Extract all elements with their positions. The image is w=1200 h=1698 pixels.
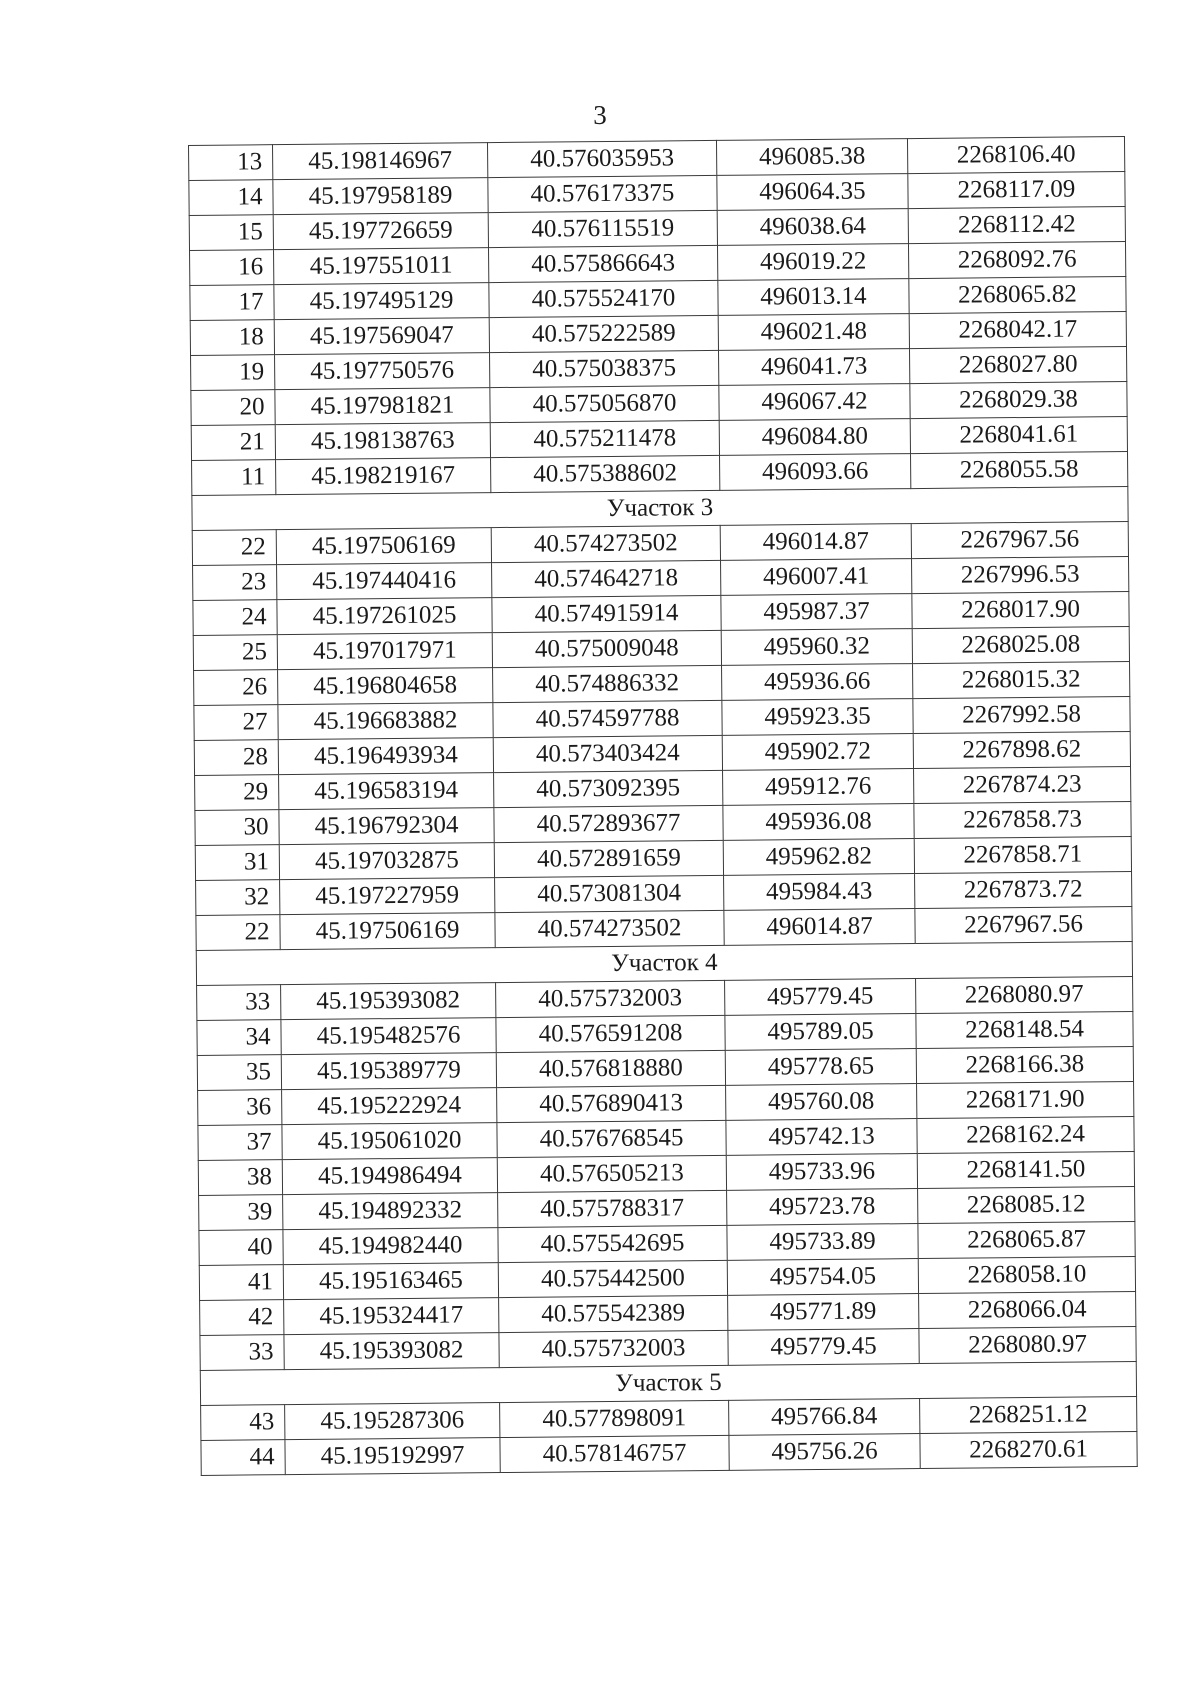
- section-title: Участок 4: [196, 941, 1132, 985]
- x-coordinate-cell: 495902.72: [722, 734, 913, 771]
- coordinates-table-body: [189, 137, 1138, 1476]
- y-coordinate-cell: 2268015.32: [913, 661, 1130, 698]
- longitude-cell: 40.575009048: [492, 630, 721, 667]
- latitude-cell: 45.195163465: [283, 1263, 498, 1300]
- y-coordinate-cell: 2267874.23: [914, 766, 1131, 803]
- x-coordinate-cell: 495723.78: [727, 1189, 918, 1226]
- y-coordinate-cell: 2268112.42: [908, 207, 1125, 244]
- point-number-cell: 26: [194, 670, 278, 706]
- point-number-cell: 37: [198, 1125, 282, 1161]
- longitude-cell: 40.576035953: [487, 140, 716, 177]
- x-coordinate-cell: 496007.41: [721, 559, 912, 596]
- latitude-cell: 45.197958189: [273, 178, 488, 215]
- x-coordinate-cell: 496041.73: [718, 349, 909, 386]
- point-number-cell: 18: [190, 320, 274, 356]
- point-number-cell: 41: [199, 1265, 283, 1301]
- y-coordinate-cell: 2268029.38: [910, 381, 1127, 418]
- longitude-cell: 40.575732003: [496, 980, 725, 1017]
- x-coordinate-cell: 495766.84: [729, 1399, 920, 1436]
- point-number-cell: 19: [191, 355, 275, 391]
- point-number-cell: 22: [192, 530, 276, 566]
- point-number-cell: 39: [199, 1195, 283, 1231]
- point-number-cell: 14: [189, 180, 273, 216]
- x-coordinate-cell: 495742.13: [726, 1119, 917, 1156]
- longitude-cell: 40.575524170: [489, 280, 718, 317]
- point-number-cell: 44: [201, 1440, 285, 1476]
- longitude-cell: 40.575056870: [490, 385, 719, 422]
- y-coordinate-cell: 2267898.62: [913, 731, 1130, 768]
- longitude-cell: 40.573403424: [493, 735, 722, 772]
- latitude-cell: 45.195222924: [282, 1088, 497, 1125]
- latitude-cell: 45.198219167: [276, 458, 491, 495]
- latitude-cell: 45.195061020: [282, 1123, 497, 1160]
- point-number-cell: 11: [192, 460, 276, 496]
- longitude-cell: 40.575732003: [499, 1330, 728, 1367]
- latitude-cell: 45.198138763: [275, 423, 490, 460]
- x-coordinate-cell: 495760.08: [726, 1084, 917, 1121]
- coordinates-table: [188, 136, 1138, 1476]
- latitude-cell: 45.195324417: [284, 1298, 499, 1335]
- longitude-cell: 40.574915914: [492, 595, 721, 632]
- latitude-cell: 45.197032875: [279, 843, 494, 880]
- latitude-cell: 45.195389779: [281, 1053, 496, 1090]
- point-number-cell: 29: [195, 775, 279, 811]
- x-coordinate-cell: 496014.87: [720, 524, 911, 561]
- y-coordinate-cell: 2267858.71: [914, 836, 1131, 873]
- y-coordinate-cell: 2268117.09: [908, 172, 1125, 209]
- point-number-cell: 32: [196, 880, 280, 916]
- point-number-cell: 20: [191, 390, 275, 426]
- x-coordinate-cell: 495733.89: [727, 1224, 918, 1261]
- longitude-cell: 40.575866643: [488, 245, 717, 282]
- coordinates-table-container: [188, 136, 1137, 1476]
- y-coordinate-cell: 2267996.53: [912, 556, 1129, 593]
- y-coordinate-cell: 2267858.73: [914, 801, 1131, 838]
- y-coordinate-cell: 2268042.17: [909, 312, 1126, 349]
- point-number-cell: 35: [197, 1055, 281, 1091]
- longitude-cell: 40.576890413: [497, 1085, 726, 1122]
- latitude-cell: 45.196493934: [278, 738, 493, 775]
- point-number-cell: 33: [200, 1335, 284, 1371]
- point-number-cell: 40: [199, 1230, 283, 1266]
- longitude-cell: 40.574642718: [492, 560, 721, 597]
- latitude-cell: 45.197440416: [277, 563, 492, 600]
- x-coordinate-cell: 495923.35: [722, 699, 913, 736]
- longitude-cell: 40.573092395: [494, 770, 723, 807]
- y-coordinate-cell: 2267967.56: [911, 521, 1128, 558]
- y-coordinate-cell: 2268017.90: [912, 591, 1129, 628]
- longitude-cell: 40.573081304: [495, 875, 724, 912]
- latitude-cell: 45.197569047: [274, 318, 489, 355]
- y-coordinate-cell: 2267873.72: [915, 871, 1132, 908]
- y-coordinate-cell: 2267967.56: [915, 906, 1132, 943]
- page-number: 3: [593, 100, 607, 130]
- point-number-cell: 38: [198, 1160, 282, 1196]
- latitude-cell: 45.195192997: [285, 1438, 500, 1475]
- latitude-cell: 45.195482576: [281, 1018, 496, 1055]
- longitude-cell: 40.576505213: [497, 1155, 726, 1192]
- latitude-cell: 45.197227959: [280, 878, 495, 915]
- longitude-cell: 40.575542695: [498, 1225, 727, 1262]
- x-coordinate-cell: 495779.45: [728, 1329, 919, 1366]
- latitude-cell: 45.195393082: [281, 983, 496, 1020]
- latitude-cell: 45.197495129: [274, 283, 489, 320]
- point-number-cell: 28: [194, 740, 278, 776]
- x-coordinate-cell: 496064.35: [717, 174, 908, 211]
- point-number-cell: 23: [193, 565, 277, 601]
- point-number-cell: 33: [197, 985, 281, 1021]
- latitude-cell: 45.197506169: [280, 913, 495, 950]
- point-number-cell: 25: [193, 635, 277, 671]
- longitude-cell: 40.577898091: [500, 1400, 729, 1437]
- latitude-cell: 45.194982440: [283, 1228, 498, 1265]
- point-number-cell: 43: [201, 1405, 285, 1441]
- point-number-cell: 13: [189, 145, 273, 181]
- point-number-cell: 31: [195, 845, 279, 881]
- point-number-cell: 17: [190, 285, 274, 321]
- latitude-cell: 45.197551011: [274, 248, 489, 285]
- longitude-cell: 40.578146757: [500, 1435, 729, 1472]
- y-coordinate-cell: 2268270.61: [920, 1431, 1137, 1468]
- longitude-cell: 40.576591208: [496, 1015, 725, 1052]
- y-coordinate-cell: 2268055.58: [910, 451, 1127, 488]
- latitude-cell: 45.196583194: [279, 773, 494, 810]
- longitude-cell: 40.575542389: [499, 1295, 728, 1332]
- x-coordinate-cell: 495756.26: [729, 1434, 920, 1471]
- section-title: Участок 3: [192, 486, 1128, 530]
- latitude-cell: 45.197726659: [273, 213, 488, 250]
- point-number-cell: 16: [190, 250, 274, 286]
- x-coordinate-cell: 495789.05: [725, 1014, 916, 1051]
- x-coordinate-cell: 496019.22: [717, 244, 908, 281]
- latitude-cell: 45.197750576: [275, 353, 490, 390]
- longitude-cell: 40.576115519: [488, 210, 717, 247]
- latitude-cell: 45.194892332: [283, 1193, 498, 1230]
- longitude-cell: 40.574597788: [493, 700, 722, 737]
- latitude-cell: 45.196792304: [279, 808, 494, 845]
- y-coordinate-cell: 2268162.24: [917, 1116, 1134, 1153]
- longitude-cell: 40.576768545: [497, 1120, 726, 1157]
- y-coordinate-cell: 2268141.50: [917, 1151, 1134, 1188]
- section-title: Участок 5: [200, 1361, 1136, 1405]
- x-coordinate-cell: 495960.32: [721, 629, 912, 666]
- longitude-cell: 40.576173375: [488, 175, 717, 212]
- latitude-cell: 45.195393082: [284, 1333, 499, 1370]
- y-coordinate-cell: 2268080.97: [919, 1326, 1136, 1363]
- longitude-cell: 40.576818880: [496, 1050, 725, 1087]
- longitude-cell: 40.575038375: [490, 350, 719, 387]
- x-coordinate-cell: 495936.08: [723, 804, 914, 841]
- y-coordinate-cell: 2268041.61: [910, 416, 1127, 453]
- y-coordinate-cell: 2268027.80: [909, 347, 1126, 384]
- point-number-cell: 36: [198, 1090, 282, 1126]
- y-coordinate-cell: 2268066.04: [919, 1291, 1136, 1328]
- y-coordinate-cell: 2268065.82: [909, 277, 1126, 314]
- x-coordinate-cell: 495771.89: [728, 1294, 919, 1331]
- point-number-cell: 15: [189, 215, 273, 251]
- latitude-cell: 45.194986494: [282, 1158, 497, 1195]
- x-coordinate-cell: 495984.43: [724, 874, 915, 911]
- y-coordinate-cell: 2268148.54: [916, 1011, 1133, 1048]
- y-coordinate-cell: 2268251.12: [920, 1396, 1137, 1433]
- longitude-cell: 40.575788317: [498, 1190, 727, 1227]
- x-coordinate-cell: 495987.37: [721, 594, 912, 631]
- x-coordinate-cell: 495754.05: [727, 1259, 918, 1296]
- point-number-cell: 24: [193, 600, 277, 636]
- latitude-cell: 45.196683882: [278, 703, 493, 740]
- point-number-cell: 22: [196, 915, 280, 951]
- y-coordinate-cell: 2268166.38: [916, 1046, 1133, 1083]
- point-number-cell: 27: [194, 705, 278, 741]
- latitude-cell: 45.197981821: [275, 388, 490, 425]
- y-coordinate-cell: 2268080.97: [916, 976, 1133, 1013]
- latitude-cell: 45.195287306: [285, 1403, 500, 1440]
- latitude-cell: 45.196804658: [278, 668, 493, 705]
- longitude-cell: 40.575222589: [489, 315, 718, 352]
- x-coordinate-cell: 495779.45: [725, 979, 916, 1016]
- longitude-cell: 40.575388602: [491, 455, 720, 492]
- x-coordinate-cell: 495778.65: [725, 1049, 916, 1086]
- point-number-cell: 21: [191, 425, 275, 461]
- longitude-cell: 40.572893677: [494, 805, 723, 842]
- x-coordinate-cell: 496013.14: [718, 279, 909, 316]
- x-coordinate-cell: 495962.82: [723, 839, 914, 876]
- longitude-cell: 40.575442500: [498, 1260, 727, 1297]
- x-coordinate-cell: 495936.66: [722, 664, 913, 701]
- longitude-cell: 40.575211478: [490, 420, 719, 457]
- y-coordinate-cell: 2268106.40: [907, 137, 1124, 174]
- longitude-cell: 40.572891659: [494, 840, 723, 877]
- x-coordinate-cell: 496093.66: [720, 454, 911, 491]
- longitude-cell: 40.574273502: [491, 525, 720, 562]
- latitude-cell: 45.197017971: [277, 633, 492, 670]
- longitude-cell: 40.574273502: [495, 910, 724, 947]
- x-coordinate-cell: 496038.64: [717, 209, 908, 246]
- point-number-cell: 34: [197, 1020, 281, 1056]
- x-coordinate-cell: 495912.76: [723, 769, 914, 806]
- y-coordinate-cell: 2268065.87: [918, 1221, 1135, 1258]
- latitude-cell: 45.197261025: [277, 598, 492, 635]
- latitude-cell: 45.198146967: [273, 143, 488, 180]
- x-coordinate-cell: 496084.80: [719, 419, 910, 456]
- x-coordinate-cell: 496021.48: [718, 314, 909, 351]
- y-coordinate-cell: 2268058.10: [918, 1256, 1135, 1293]
- y-coordinate-cell: 2267992.58: [913, 696, 1130, 733]
- point-number-cell: 42: [200, 1300, 284, 1336]
- x-coordinate-cell: 496085.38: [716, 139, 907, 176]
- longitude-cell: 40.574886332: [493, 665, 722, 702]
- point-number-cell: 30: [195, 810, 279, 846]
- y-coordinate-cell: 2268092.76: [908, 242, 1125, 279]
- x-coordinate-cell: 496014.87: [724, 909, 915, 946]
- y-coordinate-cell: 2268171.90: [917, 1081, 1134, 1118]
- y-coordinate-cell: 2268085.12: [918, 1186, 1135, 1223]
- y-coordinate-cell: 2268025.08: [912, 626, 1129, 663]
- x-coordinate-cell: 495733.96: [726, 1154, 917, 1191]
- latitude-cell: 45.197506169: [276, 528, 491, 565]
- x-coordinate-cell: 496067.42: [719, 384, 910, 421]
